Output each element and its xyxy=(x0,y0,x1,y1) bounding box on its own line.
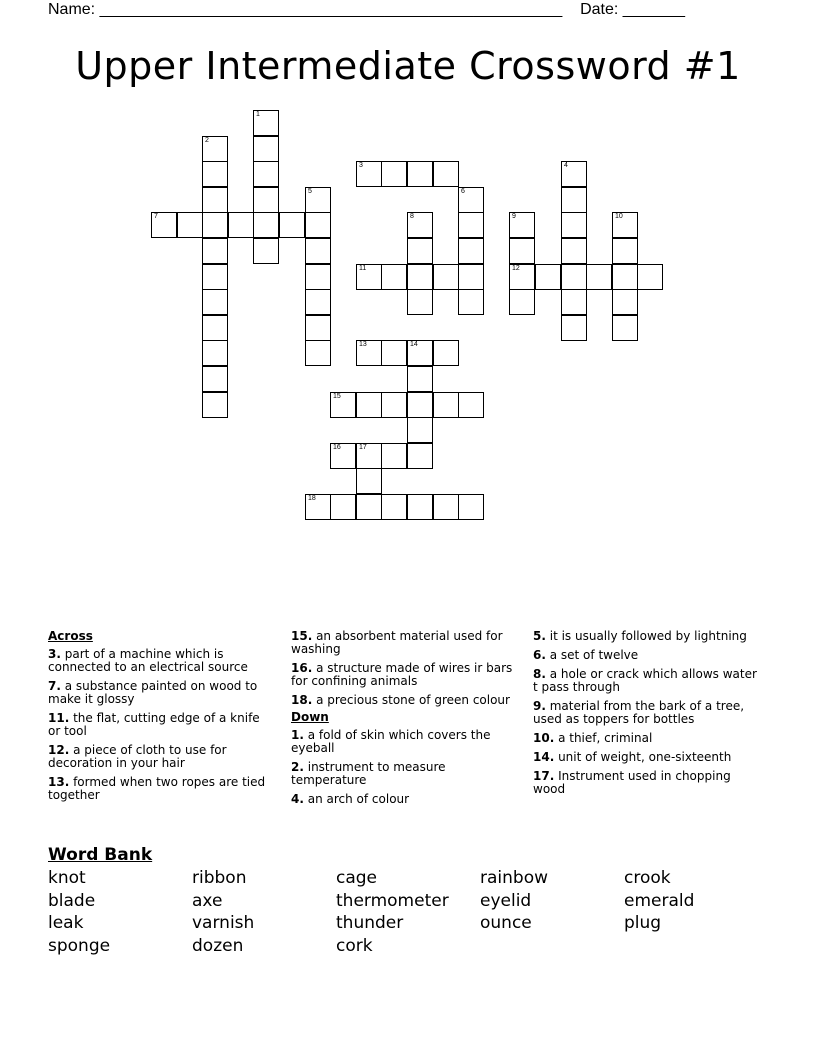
across-heading: Across xyxy=(48,629,93,643)
clue xyxy=(48,744,270,770)
word-bank-word: thermometer xyxy=(336,891,449,911)
grid-cell[interactable] xyxy=(612,238,638,264)
clue-number: 11. xyxy=(48,711,70,725)
clue-number: 12 xyxy=(512,265,520,272)
clue xyxy=(48,776,270,802)
grid-cell[interactable] xyxy=(586,264,612,290)
clue-number: 16. xyxy=(291,661,313,675)
grid-cell[interactable] xyxy=(458,494,484,520)
grid-cell[interactable] xyxy=(305,315,331,341)
clue xyxy=(533,700,758,726)
clue-number: 13 xyxy=(359,341,367,348)
grid-cell[interactable] xyxy=(561,161,587,187)
clue-number: 6. xyxy=(533,648,546,662)
grid-cell[interactable] xyxy=(305,187,331,213)
grid-cell[interactable] xyxy=(561,264,587,290)
word-bank-word: knot xyxy=(48,868,86,888)
clue-number: 2 xyxy=(205,137,209,144)
word-bank-word: cage xyxy=(336,868,378,888)
grid-cell[interactable] xyxy=(253,136,279,162)
grid-cell[interactable] xyxy=(535,264,561,290)
clue-number: 8 xyxy=(410,213,414,220)
clue-number: 14 xyxy=(410,341,418,348)
word-bank-word: rainbow xyxy=(480,868,548,888)
word-bank-word: ounce xyxy=(480,913,532,933)
grid-cell[interactable] xyxy=(458,238,484,264)
header-line xyxy=(48,0,685,20)
grid-cell[interactable] xyxy=(612,315,638,341)
grid-cell[interactable] xyxy=(356,494,382,520)
grid-cell[interactable] xyxy=(202,187,228,213)
grid-cell[interactable] xyxy=(356,468,382,494)
grid-cell[interactable] xyxy=(253,187,279,213)
grid-cell[interactable] xyxy=(433,340,459,366)
clue xyxy=(291,793,513,806)
clue-text: a hole or crack which allows water t pass through xyxy=(533,667,757,694)
grid-cell[interactable] xyxy=(381,340,407,366)
grid-cell[interactable] xyxy=(253,238,279,264)
word-bank-word: dozen xyxy=(192,936,244,956)
word-bank-title: Word Bank xyxy=(48,845,153,865)
clue-number: 9 xyxy=(512,213,516,220)
grid-cell[interactable] xyxy=(381,392,407,418)
clue-number: 10. xyxy=(533,731,555,745)
clue-number: 3 xyxy=(359,162,363,169)
page-title: Upper Intermediate Crossword #1 xyxy=(75,44,741,88)
clue-text: a substance painted on wood to make it glossy xyxy=(48,679,258,706)
clue xyxy=(533,630,758,643)
grid-cell[interactable] xyxy=(381,264,407,290)
clue-number: 9. xyxy=(533,699,546,713)
word-bank-word: sponge xyxy=(48,936,111,956)
clue-text: Instrument used in chopping wood xyxy=(533,769,731,796)
clues-column-2 xyxy=(291,630,513,812)
clue-text: formed when two ropes are tied together xyxy=(48,775,266,802)
grid-cell[interactable] xyxy=(407,289,433,315)
clue-number: 12. xyxy=(48,743,70,757)
grid-cell[interactable] xyxy=(202,366,228,392)
clue-number: 7. xyxy=(48,679,61,693)
clue xyxy=(291,630,513,656)
clue-text: a fold of skin which covers the eyeball xyxy=(291,728,491,755)
grid-cell[interactable] xyxy=(202,264,228,290)
down-clue-list-continued xyxy=(533,630,758,796)
clue-number: 4 xyxy=(564,162,568,169)
grid-cell[interactable] xyxy=(407,238,433,264)
word-bank-word: leak xyxy=(48,913,84,933)
clue-number: 14. xyxy=(533,750,555,764)
clue-text: a precious stone of green colour xyxy=(312,693,510,707)
grid-cell[interactable] xyxy=(407,366,433,392)
clue-number: 15 xyxy=(333,393,341,400)
grid-cell[interactable] xyxy=(356,392,382,418)
grid-cell[interactable] xyxy=(356,161,382,187)
name-label: Name: xyxy=(48,1,96,18)
grid-cell[interactable] xyxy=(509,238,535,264)
clue xyxy=(291,694,513,707)
down-clue-list xyxy=(291,729,513,806)
grid-cell[interactable] xyxy=(228,212,254,238)
word-bank-word: eyelid xyxy=(480,891,532,911)
clue xyxy=(48,648,270,674)
clue xyxy=(533,751,758,764)
date-label: Date: xyxy=(580,1,619,18)
clue-text: a structure made of wires ir bars for confining animals xyxy=(291,661,513,688)
clue xyxy=(291,662,513,688)
grid-cell[interactable] xyxy=(330,443,356,469)
clues-column-1 xyxy=(48,630,270,808)
clue-text: instrument to measure temperature xyxy=(291,760,446,787)
word-bank-word: crook xyxy=(624,868,671,888)
grid-cell[interactable] xyxy=(407,264,433,290)
clue-number: 6 xyxy=(461,188,465,195)
clue-number: 3. xyxy=(48,647,61,661)
clue xyxy=(48,712,270,738)
clue xyxy=(533,649,758,662)
grid-cell[interactable] xyxy=(458,212,484,238)
grid-cell[interactable] xyxy=(509,264,535,290)
grid-cell[interactable] xyxy=(407,443,433,469)
grid-cell[interactable] xyxy=(279,212,305,238)
clue xyxy=(291,761,513,787)
grid-cell[interactable] xyxy=(202,238,228,264)
grid-cell[interactable] xyxy=(561,289,587,315)
grid-cell[interactable] xyxy=(509,289,535,315)
grid-cell[interactable] xyxy=(612,289,638,315)
grid-cell[interactable] xyxy=(458,187,484,213)
grid-cell[interactable] xyxy=(407,161,433,187)
word-bank-word: blade xyxy=(48,891,96,911)
grid-cell[interactable] xyxy=(433,264,459,290)
clue-text: an absorbent material used for washing xyxy=(291,629,503,656)
grid-cell[interactable] xyxy=(177,212,203,238)
grid-cell[interactable] xyxy=(305,494,331,520)
clue-number: 18 xyxy=(308,495,316,502)
clue-number: 4. xyxy=(291,792,304,806)
grid-cell[interactable] xyxy=(202,289,228,315)
clue xyxy=(48,680,270,706)
clue xyxy=(291,729,513,755)
clue-number: 1 xyxy=(256,111,260,118)
clue-number: 11 xyxy=(359,265,367,272)
grid-cell[interactable] xyxy=(433,161,459,187)
clue xyxy=(533,668,758,694)
grid-cell[interactable] xyxy=(381,494,407,520)
grid-cell[interactable] xyxy=(637,264,663,290)
grid-cell[interactable] xyxy=(356,443,382,469)
grid-cell[interactable] xyxy=(407,417,433,443)
grid-cell[interactable] xyxy=(458,392,484,418)
grid-cell[interactable] xyxy=(356,264,382,290)
grid-cell[interactable] xyxy=(561,187,587,213)
clue-text: unit of weight, one-sixteenth xyxy=(554,750,732,764)
grid-cell[interactable] xyxy=(202,315,228,341)
grid-cell[interactable] xyxy=(612,264,638,290)
grid-cell[interactable] xyxy=(305,212,331,238)
clue-number: 18. xyxy=(291,693,313,707)
grid-cell[interactable] xyxy=(561,315,587,341)
clue xyxy=(533,732,758,745)
grid-cell[interactable] xyxy=(381,161,407,187)
grid-cell[interactable] xyxy=(612,212,638,238)
grid-cell[interactable] xyxy=(458,264,484,290)
grid-cell[interactable] xyxy=(407,494,433,520)
grid-cell[interactable] xyxy=(330,392,356,418)
date-blank[interactable]: _______ xyxy=(622,1,686,18)
word-bank-word: thunder xyxy=(336,913,404,933)
grid-cell[interactable] xyxy=(202,212,228,238)
grid-cell[interactable] xyxy=(561,212,587,238)
word-bank-word: axe xyxy=(192,891,223,911)
clue-number: 17 xyxy=(359,444,367,451)
grid-cell[interactable] xyxy=(151,212,177,238)
name-blank[interactable]: ____________________________________________________ xyxy=(99,1,563,18)
grid-cell[interactable] xyxy=(202,161,228,187)
clue-text: the flat, cutting edge of a knife or tool xyxy=(48,711,260,738)
grid-cell[interactable] xyxy=(305,340,331,366)
clue-number: 1. xyxy=(291,728,304,742)
clue-number: 5. xyxy=(533,629,546,643)
grid-cell[interactable] xyxy=(407,392,433,418)
clue-number: 10 xyxy=(615,213,623,220)
grid-cell[interactable] xyxy=(253,161,279,187)
clue-text: a thief, criminal xyxy=(554,731,653,745)
clue-number: 16 xyxy=(333,444,341,451)
grid-cell[interactable] xyxy=(433,494,459,520)
word-bank-word: emerald xyxy=(624,891,695,911)
grid-cell[interactable] xyxy=(253,110,279,136)
word-bank-word: ribbon xyxy=(192,868,247,888)
across-clue-list-continued xyxy=(291,630,513,707)
grid-cell[interactable] xyxy=(509,212,535,238)
clue-number: 15. xyxy=(291,629,313,643)
grid-cell[interactable] xyxy=(381,443,407,469)
clue-text: an arch of colour xyxy=(303,792,410,806)
grid-cell[interactable] xyxy=(356,340,382,366)
clue-number: 13. xyxy=(48,775,70,789)
clue-text: a set of twelve xyxy=(545,648,639,662)
clue-number: 17. xyxy=(533,769,555,783)
clue-text: a piece of cloth to use for decoration in your hair xyxy=(48,743,227,770)
clue-number: 8. xyxy=(533,667,546,681)
clue-number: 2. xyxy=(291,760,304,774)
word-bank-word: cork xyxy=(336,936,373,956)
grid-cell[interactable] xyxy=(202,340,228,366)
clue-text: material from the bark of a tree, used as toppers for bottles xyxy=(533,699,745,726)
grid-cell[interactable] xyxy=(407,212,433,238)
grid-cell[interactable] xyxy=(330,494,356,520)
grid-cell[interactable] xyxy=(561,238,587,264)
down-heading: Down xyxy=(291,710,329,724)
across-clue-list xyxy=(48,648,270,802)
clue-text: part of a machine which is connected to an electrical source xyxy=(48,647,248,674)
grid-cell[interactable] xyxy=(433,392,459,418)
grid-cell[interactable] xyxy=(202,392,228,418)
clue-number: 5 xyxy=(308,188,312,195)
clue xyxy=(533,770,758,796)
clue-number: 7 xyxy=(154,213,158,220)
grid-cell[interactable] xyxy=(407,340,433,366)
grid-cell[interactable] xyxy=(305,289,331,315)
clue-text: it is usually followed by lightning xyxy=(545,629,747,643)
word-bank-word: varnish xyxy=(192,913,255,933)
grid-cell[interactable] xyxy=(253,212,279,238)
grid-cell[interactable] xyxy=(458,289,484,315)
grid-cell[interactable] xyxy=(305,238,331,264)
clues-column-3 xyxy=(533,630,758,802)
word-bank-word: plug xyxy=(624,913,662,933)
grid-cell[interactable] xyxy=(305,264,331,290)
grid-cell[interactable] xyxy=(202,136,228,162)
